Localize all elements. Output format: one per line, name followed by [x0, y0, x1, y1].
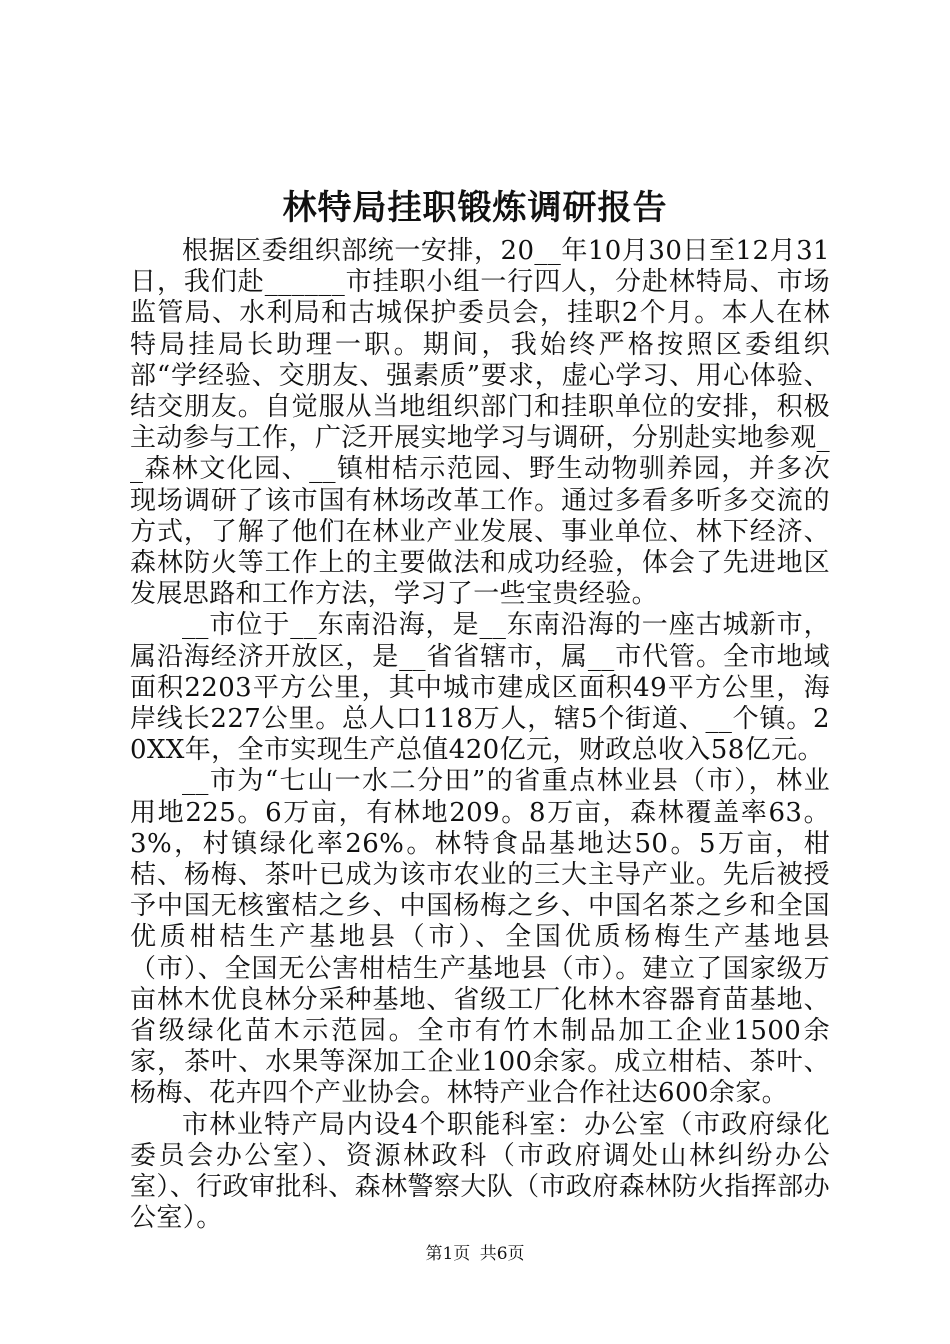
- page-footer: [0, 1242, 950, 1266]
- paragraph-3: __市为“七山一水二分田”的省重点林业县（市），林业用地225。6万亩，有林地209。8万亩，森林覆盖率63。3%，村镇绿化率26%。林特食品基地达50。5万亩，柑桔、杨梅、茶叶已成为该市农业的三大主导产业。先后被授予中国无核蜜桔之乡、中国杨梅之乡、中国名茶之乡和全国优质柑桔生产基地县（市）、全国优质杨梅生产基地县（市）、全国无公害柑桔生产基地县（市）。建立了国家级万亩林木优良林分采种基地、省级工厂化林木容器育苗基地、省级绿化苗木示范园。全市有竹木制品加工企业1500余家，茶叶、水果等深加工企业100余家。成立柑桔、茶叶、杨梅、花卉四个产业协会。林特产业合作社达600余家。: [130, 766, 830, 1109]
- document-body: [130, 236, 830, 1235]
- document-title: 林特局挂职锻炼调研报告: [282, 188, 668, 228]
- page-total: 共6页: [479, 1244, 525, 1264]
- paragraph-2: __市位于__东南沿海，是__东南沿海的一座古城新市，属沿海经济开放区，是__省省辖市，属__市代管。全市地域面积2203平方公里，其中城市建成区面积49平方公里，海岸线长227公里。总人口118万人，辖5个街道、__个镇。20XX年，全市实现生产总值420亿元，财政总收入58亿元。: [130, 610, 830, 766]
- paragraph-1: 根据区委组织部统一安排，20__年10月30日至12月31日，我们赴______市挂职小组一行四人，分赴林特局、市场监管局、水利局和古城保护委员会，挂职2个月。本人在林特局挂局长助理一职。期间，我始终严格按照区委组织部“学经验、交朋友、强素质”要求，虚心学习、用心体验、结交朋友。自觉服从当地组织部门和挂职单位的安排，积极主动参与工作，广泛开展实地学习与调研，分别赴实地参观__森林文化园、__镇柑桔示范园、野生动物驯养园，并多次现场调研了该市国有林场改革工作。通过多看多听多交流的方式，了解了他们在林业产业发展、事业单位、林下经济、森林防火等工作上的主要做法和成功经验，体会了先进地区发展思路和工作方法，学习了一些宝贵经验。: [130, 236, 830, 610]
- page-number: 第1页: [425, 1244, 471, 1264]
- paragraph-4: 市林业特产局内设4个职能科室：办公室（市政府绿化委员会办公室）、资源林政科（市政府调处山林纠纷办公室）、行政审批科、森林警察大队（市政府森林防火指挥部办公室）。: [130, 1109, 830, 1234]
